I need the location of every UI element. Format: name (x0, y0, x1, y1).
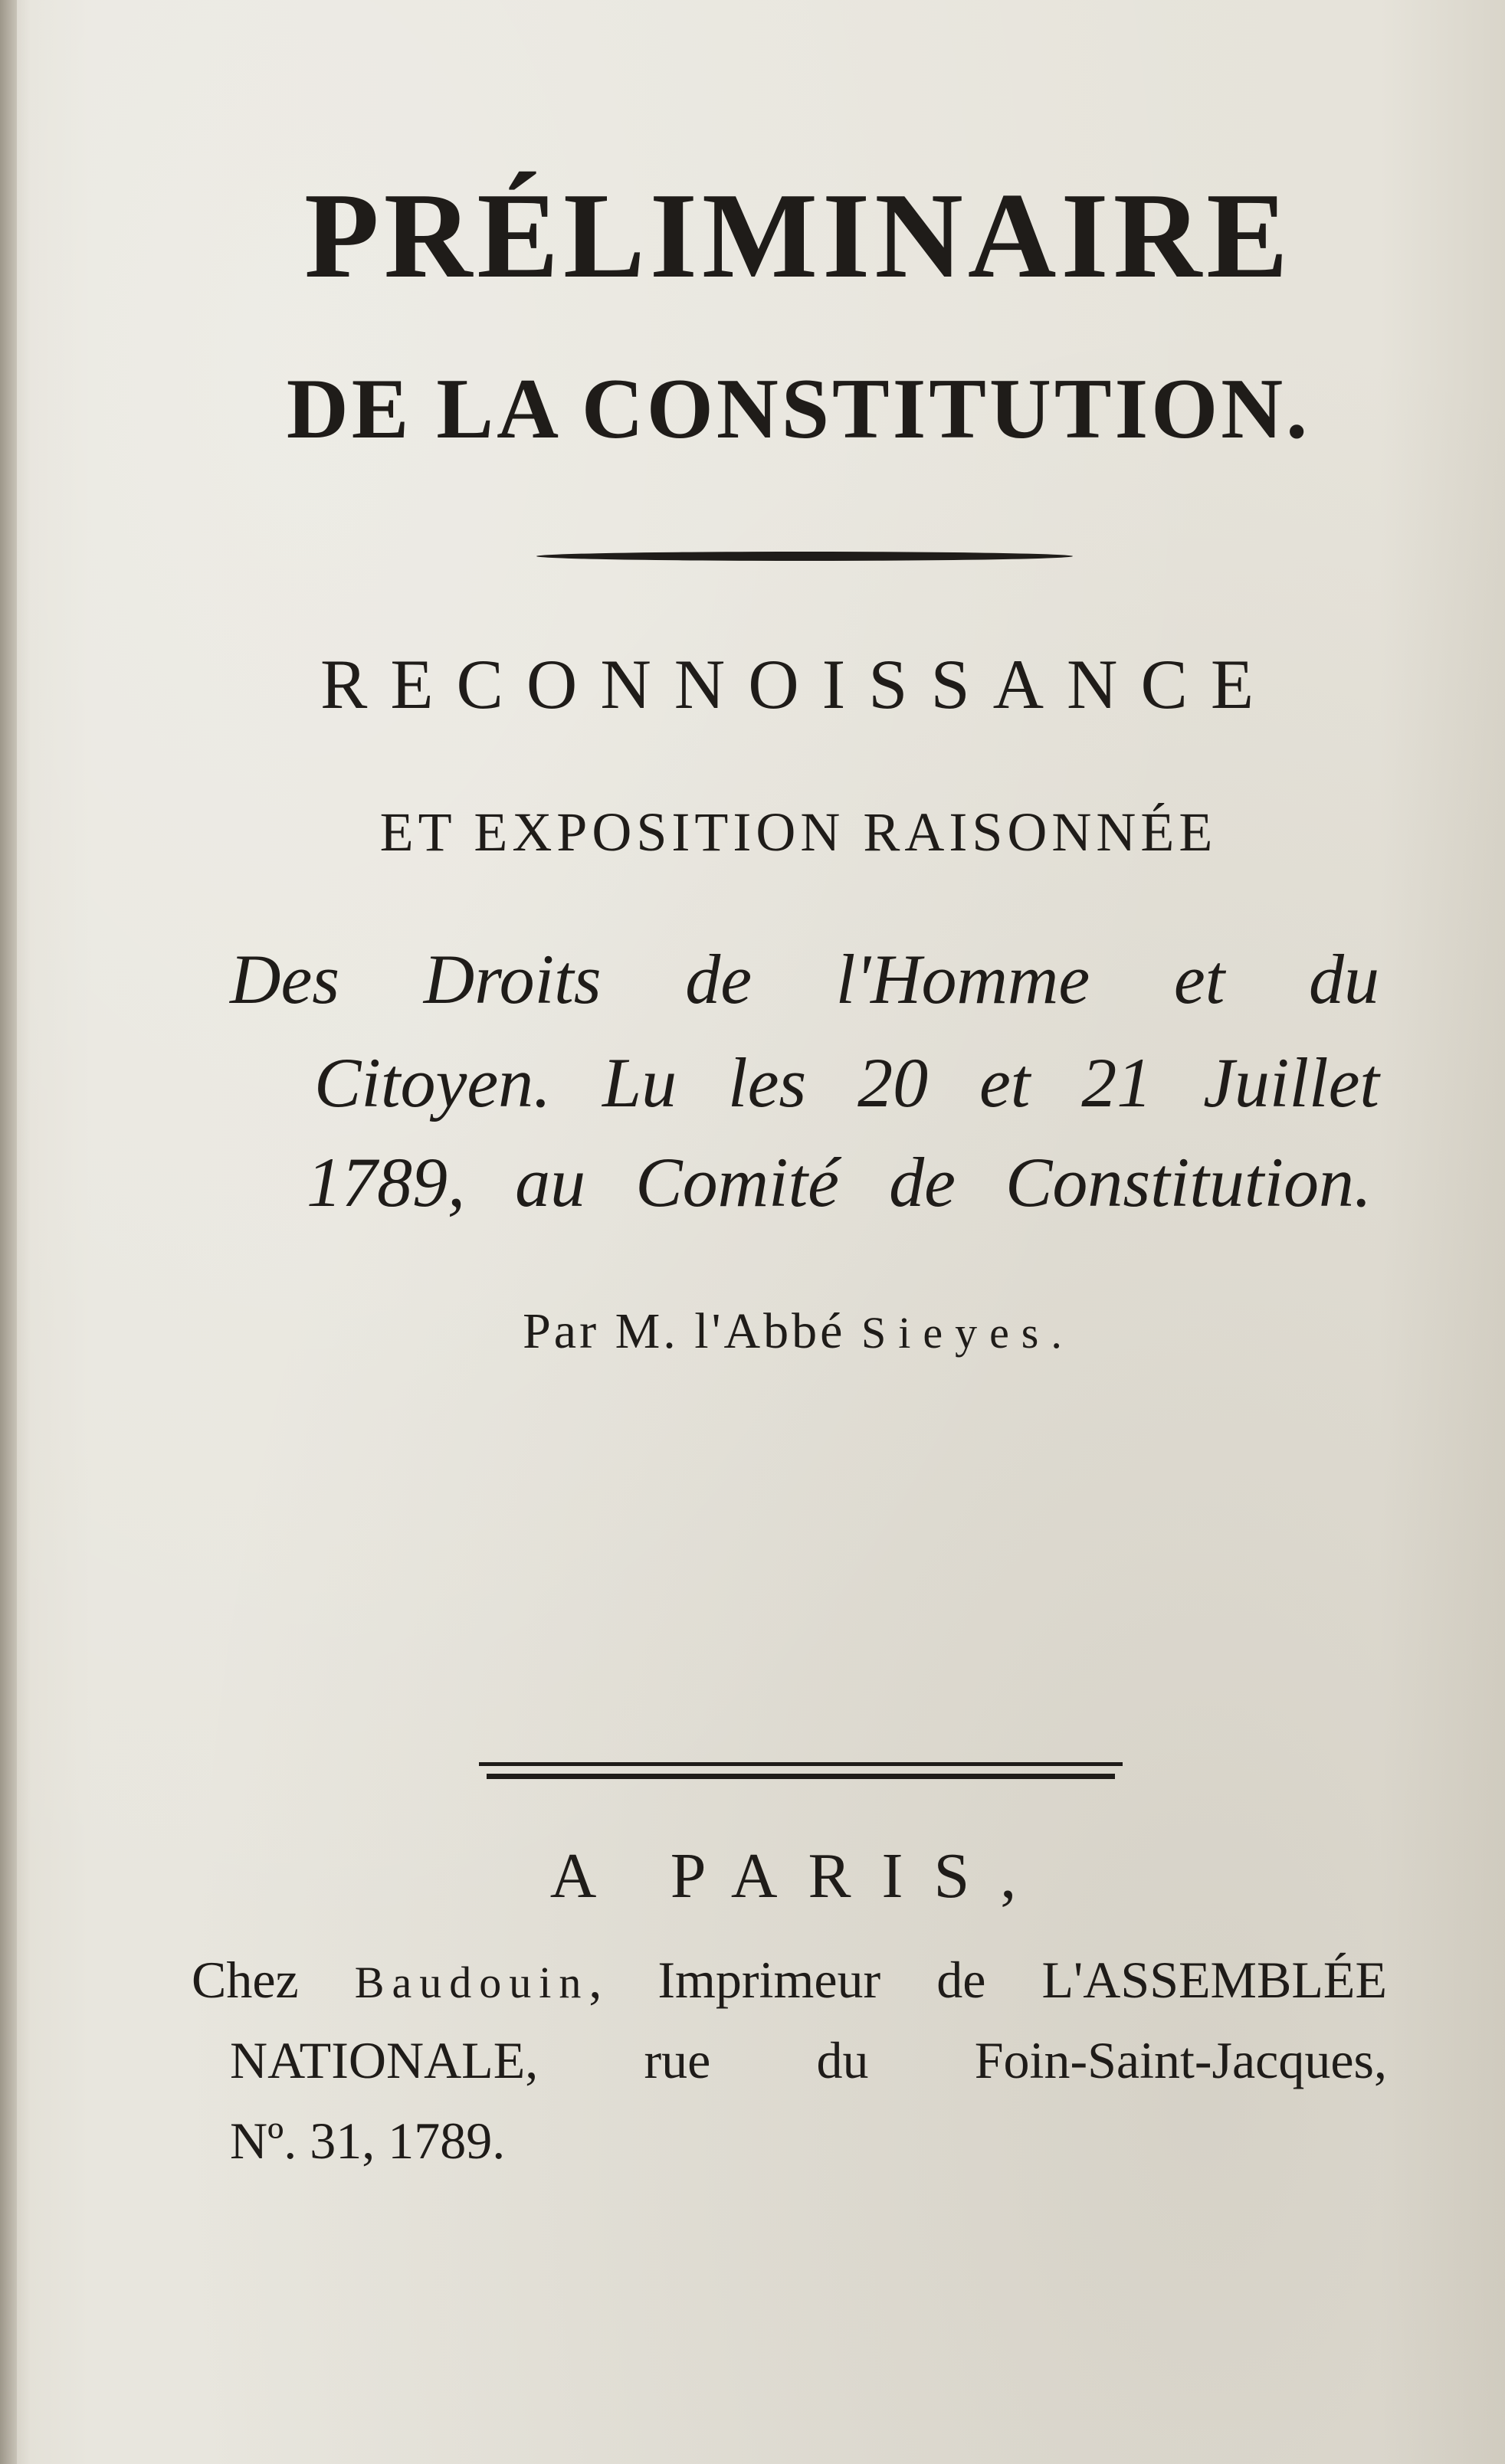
printer-line-3: Nº. 31, 1789. (230, 2112, 506, 2170)
author-name: Sieyes. (861, 1308, 1074, 1358)
subtitle-main: RECONNOISSANCE (320, 645, 1277, 723)
printer-line-1 (192, 1950, 1387, 2010)
italic-line-2: Citoyen. Lu les 20 et 21 Juillet (314, 1044, 1379, 1122)
printer-line-1-suffix: , Imprimeur de L'ASSEMBLÉE (589, 1951, 1387, 2009)
imprint-place: A PARIS, (549, 1840, 1048, 1912)
printer-line-2: NATIONALE, rue du Foin-Saint-Jacques, (230, 2031, 1387, 2089)
decorative-rule-top (536, 552, 1073, 561)
italic-line-3: 1789, au Comité de Constitution. (307, 1143, 1372, 1221)
italic-line-1: Des Droits de l'Homme et du (230, 940, 1379, 1018)
decorative-rule-bottom (479, 1762, 1123, 1766)
printer-name: Baudouin (354, 1958, 589, 2007)
book-spine-edge (0, 0, 17, 2464)
author-prefix: Par M. l'Abbé (523, 1303, 846, 1359)
title-line-2: DE LA CONSTITUTION. (286, 362, 1311, 457)
printer-prefix: Chez (192, 1951, 299, 2009)
subtitle-sub: ET EXPOSITION RAISONNÉE (379, 801, 1218, 863)
title-line-1: PRÉLIMINAIRE (304, 167, 1293, 303)
author-byline (46, 1302, 1505, 1361)
decorative-rule-bottom-thick (487, 1774, 1115, 1779)
